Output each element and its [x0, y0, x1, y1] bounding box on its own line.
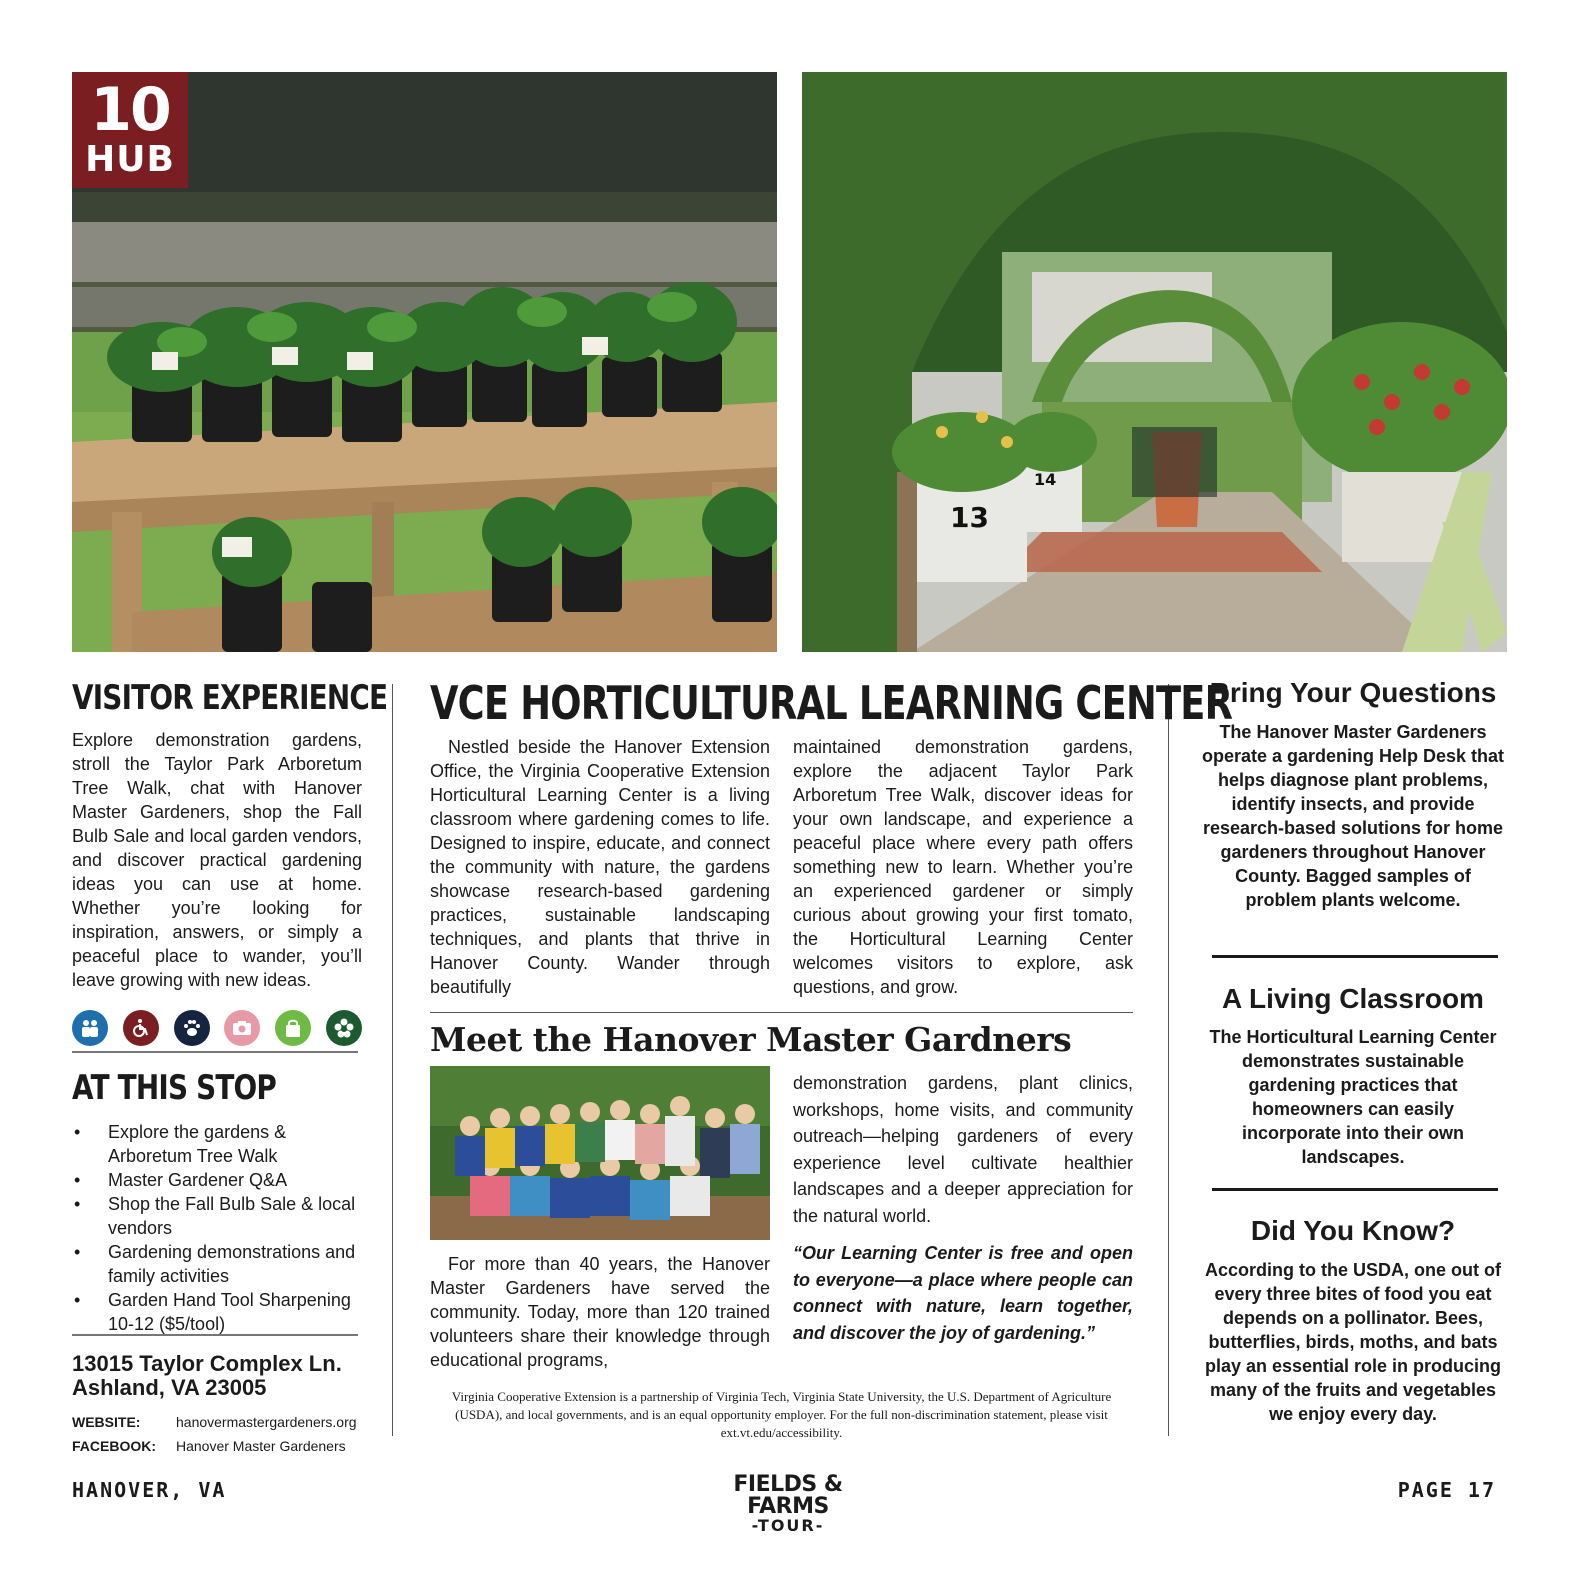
meet-text-col2: demonstration gardens, plant clinics, workshops, home visits, and community outreach—helping gardeners of every experience level cultivate healthier landscapes and a deeper appreciation for the natural world. — [793, 1073, 1133, 1226]
list-item: • Master Gardener Q&A — [72, 1168, 372, 1192]
sidebar-text-did-you-know: According to the USDA, one out of every three bites of food you eat depends on a pollinator. Bees, butterflies, birds, moths, and bats play an essential role in producing many of the fruits and vegetables we enjoy every day. — [1204, 1260, 1502, 1424]
hub-number: 10 — [90, 75, 170, 145]
visitor-experience-text: Explore demonstration gardens, stroll the Taylor Park Arboretum Tree Walk, chat with Hanover Master Gardeners, shop the Fall Bulb Sale and local garden vendors, and discover practical gardening ideas you can use at home. Whether you’re looking for inspiration, answers, or simply a peaceful place to wander, you’ll leave growing with new ideas. — [72, 730, 362, 990]
logo-text-bottom: -TOUR- — [751, 1516, 825, 1535]
facebook-link[interactable]: Hanover Master Gardeners — [176, 1438, 346, 1454]
master-gardeners-group-photo — [430, 1066, 770, 1240]
disclaimer: Virginia Cooperative Extension is a partnership of Virginia Tech, Virginia State University, the U.S. Department of Agriculture (USDA), and local governments, and is an equal opportunity employer. For the full non-discrimination statement, please visit ext.vt.edu/accessibility. — [451, 1389, 1112, 1440]
sidebar-heading-questions: Bring Your Questions — [1209, 677, 1497, 708]
at-this-stop-heading: AT THIS STOP — [72, 1068, 277, 1108]
meet-heading: Meet the Hanover Master Gardners — [430, 1020, 1072, 1059]
address-line-1: 13015 Taylor Complex Ln. — [72, 1351, 342, 1376]
photo-op-icon — [224, 1010, 260, 1046]
list-item: • Explore the gardens & Arboretum Tree Walk — [72, 1120, 372, 1168]
sidebar-heading-classroom: A Living Classroom — [1222, 983, 1484, 1014]
accessible-icon — [123, 1010, 159, 1046]
at-this-stop-list — [72, 1120, 372, 1336]
meet-text-col1: For more than 40 years, the Hanover Master Gardeners have served the community. Today, more than 120 trained volunteers share their knowledge through educational programs, — [430, 1254, 770, 1370]
list-item: • Shop the Fall Bulb Sale & local vendors — [72, 1192, 372, 1240]
intro-text-col2: maintained demonstration gardens, explore the adjacent Taylor Park Arboretum Tree Walk, discover ideas for your own landscape, and experience a peaceful place where every path offers something new to learn. Whether you’re an experienced gardener or simply curious about growing your first tomato, the Horticultural Learning Center welcomes visitors to explore, ask questions, and grow. — [793, 737, 1133, 997]
right-column-divider — [1168, 684, 1169, 1436]
sidebar-divider-2 — [1212, 1188, 1498, 1191]
footer-location: HANOVER, VA — [72, 1478, 227, 1502]
restrooms-icon — [72, 1010, 108, 1046]
sidebar-heading-did-you-know: Did You Know? — [1250, 1215, 1456, 1246]
list-item: • Garden Hand Tool Sharpening 10-12 ($5/tool) — [72, 1288, 372, 1336]
bed-number-14: 14 — [1034, 470, 1057, 489]
shopping-icon — [275, 1010, 311, 1046]
intro-text-col1: Nestled beside the Hanover Extension Office, the Virginia Cooperative Extension Horticultural Learning Center is a living classroom where gardening comes to life. Designed to inspire, educate, and connect the community with nature, the gardens showcase research-based gardening practices, sustainable landscaping techniques, and plants that thrive in Hanover County. Wander through beautifully — [430, 737, 770, 997]
website-label: WEBSITE: — [72, 1414, 141, 1430]
flower-icon — [326, 1010, 362, 1046]
pet-friendly-icon — [174, 1010, 210, 1046]
amenity-icons — [72, 1010, 362, 1046]
left-column-divider — [392, 684, 393, 1436]
contact-info — [72, 1410, 357, 1458]
logo-text-top: FIELDS & FARMS — [733, 1472, 843, 1519]
visitor-experience-heading: VISITOR EXPERIENCE — [72, 678, 388, 718]
pull-quote: “Our Learning Center is free and open to everyone—a place where people can connect with nature, learn together, and discover the joy of gardening.” — [793, 1243, 1133, 1343]
address — [72, 1352, 342, 1400]
sidebar-divider-1 — [1212, 955, 1498, 958]
page-number: PAGE 17 — [1397, 1478, 1496, 1502]
list-item: • Gardening demonstrations and family activities — [72, 1240, 372, 1288]
page-title: VCE HORTICULTURAL LEARNING CENTER — [430, 676, 1233, 730]
hub-label: HUB — [85, 139, 175, 180]
left-divider-1 — [72, 1051, 358, 1053]
bed-number-13: 13 — [950, 501, 989, 534]
sidebar-text-questions: The Hanover Master Gardeners operate a gardening Help Desk that helps diagnose plant problems, identify insects, and provide research-based solutions for home gardeners throughout Hanover County. Bagged samples of problem plants welcome. — [1201, 722, 1505, 910]
sidebar-text-classroom: The Horticultural Learning Center demonstrates sustainable gardening practices that homeowners can easily incorporate into their own landscapes. — [1209, 1027, 1497, 1167]
facebook-label: FACEBOOK: — [72, 1438, 156, 1454]
center-divider — [430, 1012, 1133, 1013]
hub-badge — [72, 72, 188, 188]
left-divider-2 — [72, 1334, 358, 1336]
website-link[interactable]: hanovermastergardeners.org — [176, 1414, 357, 1430]
garden-arbor-photo — [802, 72, 1507, 652]
fields-farms-tour-logo — [690, 1474, 886, 1534]
address-line-2: Ashland, VA 23005 — [72, 1375, 267, 1400]
